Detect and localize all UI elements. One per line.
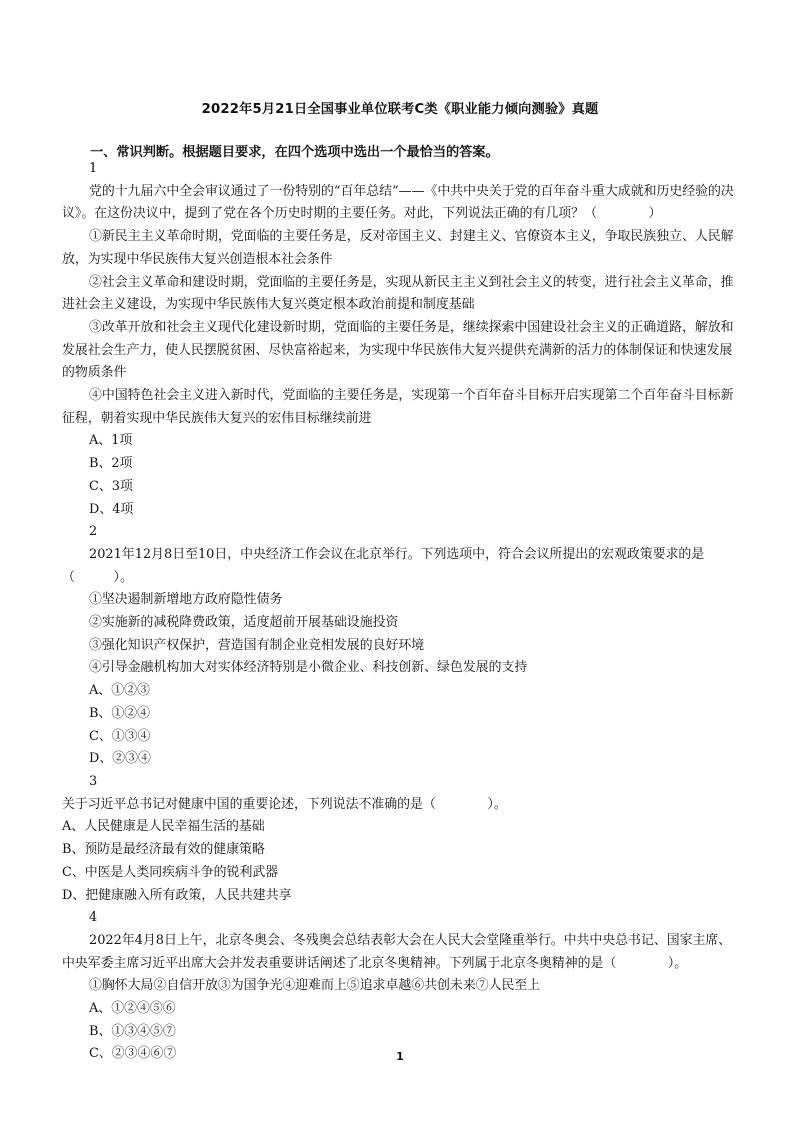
question-list [62, 158, 742, 1066]
statement: ③改革开放和社会主义现代化建设新时期，党面临的主要任务是，继续探索中国建设社会主义的正确道路，解放和发展社会生产力，使人民摆脱贫困、尽快富裕起来，为实现中华民族伟大复兴提供充满新的活力的体制保证和快速发展的物质条件 [62, 319, 734, 381]
option: C、3项 [89, 478, 133, 494]
option: B、2项 [89, 456, 133, 472]
statement: ④引导金融机构加大对实体经济特别是小微企业、科技创新、绿色发展的支持 [89, 660, 528, 676]
option: B、预防是最经济最有效的健康策略 [62, 842, 265, 858]
question-stem: 关于习近平总书记对健康中国的重要论述，下列说法不准确的是（ ）。 [62, 796, 507, 812]
statement: ②实施新的减税降费政策，适度超前开展基础设施投资 [89, 615, 399, 631]
question-stem: 党的十九届六中全会审议通过了一份特别的“百年总结”——《中共中央关于党的百年奋斗重大成就和历史经验的决议》。在这份决议中，提到了党在各个历史时期的主要任务。对此，下列说法正确的有几项？（ ） [62, 183, 734, 222]
question-stem: 2022年4月8日上午，北京冬奥会、冬残奥会总结表彰大会在人民大会堂隆重举行。中共中央总书记、国家主席、中央军委主席习近平出席大会并发表重要讲话阐述了北京冬奥精神。下列属于北京冬奥精神的是（ ）。 [62, 932, 732, 971]
page-number: 1 [396, 1050, 404, 1063]
statement: ①坚决遏制新增地方政府隐性债务 [89, 592, 283, 608]
statement: ①新民主主义革命时期，党面临的主要任务是，反对帝国主义、封建主义、官僚资本主义，争取民族独立、人民解放，为实现中华民族伟大复兴创造根本社会条件 [62, 229, 734, 267]
option: A、①②④⑤⑥ [89, 1001, 176, 1017]
question-number: 2 [89, 524, 98, 540]
option: D、4项 [89, 501, 134, 517]
option: A、1项 [89, 433, 133, 449]
question-number: 4 [89, 910, 98, 926]
option: A、人民健康是人民幸福生活的基础 [62, 819, 265, 835]
option: B、①③④⑤⑦ [89, 1023, 176, 1039]
statement: ②社会主义革命和建设时期，党面临的主要任务是，实现从新民主主义到社会主义的转变，进行社会主义革命，推进社会主义建设，为实现中华民族伟大复兴奠定根本政治前提和制度基础 [62, 274, 734, 313]
statement: ③强化知识产权保护，营造国有制企业竞相发展的良好环境 [89, 637, 425, 653]
option: D、把健康融入所有政策，人民共建共享 [62, 887, 292, 903]
option: A、①②③ [89, 683, 150, 699]
option: D、②③④ [89, 751, 151, 767]
option: C、①③④ [89, 728, 151, 744]
question-stem: 2021年12月8日至10日，中央经济工作会议在北京举行。下列选项中，符合会议所提出的宏观政策要求的是（ ）。 [62, 546, 705, 585]
option: C、中医是人类同疾病斗争的锐利武器 [62, 864, 279, 880]
option: C、②③④⑥⑦ [89, 1046, 177, 1062]
question-number: 1 [89, 161, 98, 176]
statement: ④中国特色社会主义进入新时代，党面临的主要任务是，实现第一个百年奋斗目标开启实现第二个百年奋斗目标新征程，朝着实现中华民族伟大复兴的宏伟目标继续前进 [62, 388, 734, 426]
option: B、①②④ [89, 705, 151, 721]
question-number: 3 [89, 773, 98, 789]
page-title: 2022年5月21日全国事业单位联考C类《职业能力倾向测验》真题 [201, 102, 599, 117]
statement: ①胸怀大局②自信开放③为国争光④迎难而上⑤追求卓越⑥共创未来⑦人民至上 [89, 978, 541, 994]
section-heading: 一、常识判断。根据题目要求，在四个选项中选出一个最恰当的答案。 [90, 145, 499, 160]
